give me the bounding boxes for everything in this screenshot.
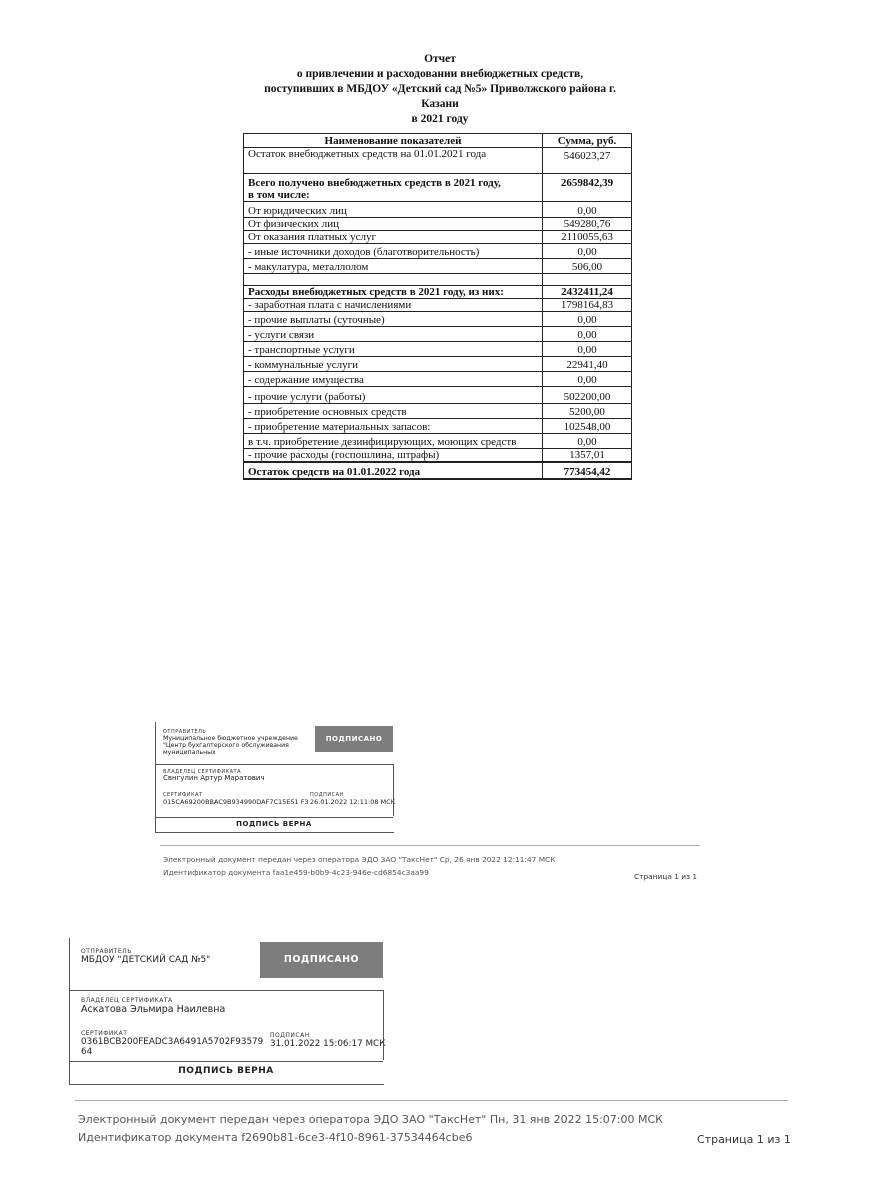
row-name: - услуги связи [244, 327, 543, 342]
signature-stamp-2 [69, 938, 385, 1086]
row-amount: 1357,01 [543, 449, 632, 463]
stamp-divider [155, 817, 393, 818]
table-row [244, 434, 632, 449]
row-amount: 549280,76 [543, 218, 632, 231]
footer-doc-id-2: Идентификатор документа f2690b81-6ce3-4f10-8961-37534464cbe6 [78, 1131, 473, 1144]
row-amount: 0,00 [543, 327, 632, 342]
row-amount: 506,00 [543, 259, 632, 274]
cert-number: 0361BCB200FEADC3A6491A5702F93579 64 [81, 1037, 264, 1057]
row-amount: 5200,00 [543, 404, 632, 419]
row-name: - заработная плата с начислениями [244, 299, 543, 312]
row-name-line-2: в том числе: [248, 189, 310, 201]
row-amount: 0,00 [543, 372, 632, 387]
row-name-line-1: Всего получено внебюджетных средств в 2021 году, [248, 177, 501, 189]
row-amount: 2432411,24 [543, 286, 632, 299]
table-row [244, 202, 632, 218]
signed-date: 26.01.2022 12:11:08 МСК [310, 798, 396, 806]
title-line-1: Отчет [424, 53, 456, 65]
row-amount: 1798164,83 [543, 299, 632, 312]
row-amount: 502200,00 [543, 387, 632, 404]
row-name: - коммунальные услуги [244, 357, 543, 372]
row-name: - приобретение основных средств [244, 404, 543, 419]
row-name: - содержание имущества [244, 372, 543, 387]
cert-caption: СЕРТИФИКАТ [81, 1030, 128, 1037]
sender-caption: ОТПРАВИТЕЛЬ [163, 729, 207, 735]
owner-name: Аскатова Эльмира Наилевна [81, 1004, 226, 1015]
row-amount: 546023,27 [543, 148, 632, 174]
sender-name: Муниципальное бюджетное учреждение "Центр бухгалтерского обслуживания муниципальных [163, 735, 298, 756]
owner-name: Свнгулин Артур Маратович [163, 774, 265, 782]
table-row [244, 244, 632, 259]
stamp-divider [155, 764, 393, 765]
owner-caption: ВЛАДЕЛЕЦ СЕРТИФИКАТА [163, 769, 242, 775]
signature-verified: ПОДПИСЬ ВЕРНА [178, 1066, 274, 1076]
table-row [244, 259, 632, 274]
row-amount: 2659842,39 [543, 174, 632, 202]
footer-page-1: Страница 1 из 1 [634, 872, 698, 881]
table-row [244, 218, 632, 231]
row-name: - прочие расходы (госпошлина, штрафы) [244, 449, 543, 463]
table-row [244, 327, 632, 342]
table-row [244, 419, 632, 434]
title-line-5: в 2021 году [411, 113, 469, 125]
row-name: От юридических лиц [244, 202, 543, 218]
stamp-divider [69, 1061, 383, 1062]
cert-caption: СЕРТИФИКАТ [163, 792, 203, 798]
table-row [244, 174, 632, 202]
signed-badge: ПОДПИСАНО [260, 942, 383, 978]
table-row [244, 372, 632, 387]
signed-caption: ПОДПИСАН [310, 792, 344, 798]
table-row [244, 357, 632, 372]
row-amount: 773454,42 [543, 462, 632, 479]
sender-caption: ОТПРАВИТЕЛЬ [81, 948, 132, 955]
table-row [244, 286, 632, 299]
row-amount: 0,00 [543, 244, 632, 259]
row-amount: 0,00 [543, 342, 632, 357]
row-amount: 102548,00 [543, 419, 632, 434]
title-line-3: поступивших в МБДОУ «Детский сад №5» Приволжского района г. [264, 83, 616, 95]
report-title [230, 52, 650, 127]
sender-name: МБДОУ "ДЕТСКИЙ САД №5" [81, 955, 211, 965]
row-name: Остаток средств на 01.01.2022 года [244, 462, 543, 479]
row-name: - макулатура, металлолом [244, 259, 543, 274]
row-name: От физических лиц [244, 218, 543, 231]
report-table [243, 133, 632, 480]
footer-page-2: Страница 1 из 1 [697, 1133, 791, 1146]
title-line-2: о привлечении и расходовании внебюджетных средств, [296, 68, 584, 80]
table-row [244, 312, 632, 327]
row-name: - прочие услуги (работы) [244, 387, 543, 404]
header-name: Наименование показателей [244, 134, 543, 148]
row-name: - прочие выплаты (суточные) [244, 312, 543, 327]
signed-caption: ПОДПИСАН [270, 1032, 310, 1039]
row-name: - транспортные услуги [244, 342, 543, 357]
table-spacer-row [244, 274, 632, 286]
stamp-divider [69, 990, 383, 991]
table-row [244, 387, 632, 404]
table-row [244, 342, 632, 357]
header-amount: Сумма, руб. [543, 134, 632, 148]
row-amount: 0,00 [543, 434, 632, 449]
row-name: Остаток внебюджетных средств на 01.01.2021 года [244, 148, 543, 174]
row-amount: 0,00 [543, 202, 632, 218]
stamp-side-line [383, 990, 384, 1060]
owner-caption: ВЛАДЕЛЕЦ СЕРТИФИКАТА [81, 997, 173, 1004]
footer-rule-2 [75, 1100, 788, 1101]
signed-badge: ПОДПИСАНО [315, 726, 393, 752]
row-amount: 22941,40 [543, 357, 632, 372]
row-name: - приобретение материальных запасов: [244, 419, 543, 434]
row-name: От оказания платных услуг [244, 231, 543, 244]
signature-stamp-1 [155, 722, 395, 834]
footer-doc-id-1: Идентификатор документа faa1e459-b0b9-4c23-946e-cd6854c3aa99 [163, 868, 429, 877]
row-amount: 2110055,63 [543, 231, 632, 244]
table-row [244, 148, 632, 174]
table-total-row [244, 462, 632, 479]
signed-date: 31.01.2022 15:06:17 МСК [270, 1039, 386, 1049]
stamp-side-line [393, 764, 394, 816]
table-row [244, 299, 632, 312]
row-name: в т.ч. приобретение дезинфицирующих, моющих средств [244, 434, 543, 449]
footer-transfer-2: Электронный документ передан через оператора ЭДО ЗАО "ТаксНет" Пн, 31 янв 2022 15:07:00 МСК [78, 1113, 663, 1126]
row-amount: 0,00 [543, 312, 632, 327]
row-name: - иные источники доходов (благотворительность) [244, 244, 543, 259]
footer-rule-1 [160, 845, 700, 846]
cert-number: 015CA69200BBAC9B934990DAF7C15E51 F3 [163, 798, 309, 806]
row-name [244, 174, 543, 202]
footer-transfer-1: Электронный документ передан через оператора ЭДО ЗАО "ТаксНет" Ср, 26 янв 2022 12:11:47 МСК [163, 855, 556, 864]
row-name: Расходы внебюджетных средств в 2021 году, из них: [244, 286, 543, 299]
table-row [244, 231, 632, 244]
table-header-row [244, 134, 632, 148]
table-row [244, 449, 632, 463]
signature-verified: ПОДПИСЬ ВЕРНА [236, 820, 312, 828]
table-row [244, 404, 632, 419]
title-line-4: Казани [421, 98, 459, 110]
